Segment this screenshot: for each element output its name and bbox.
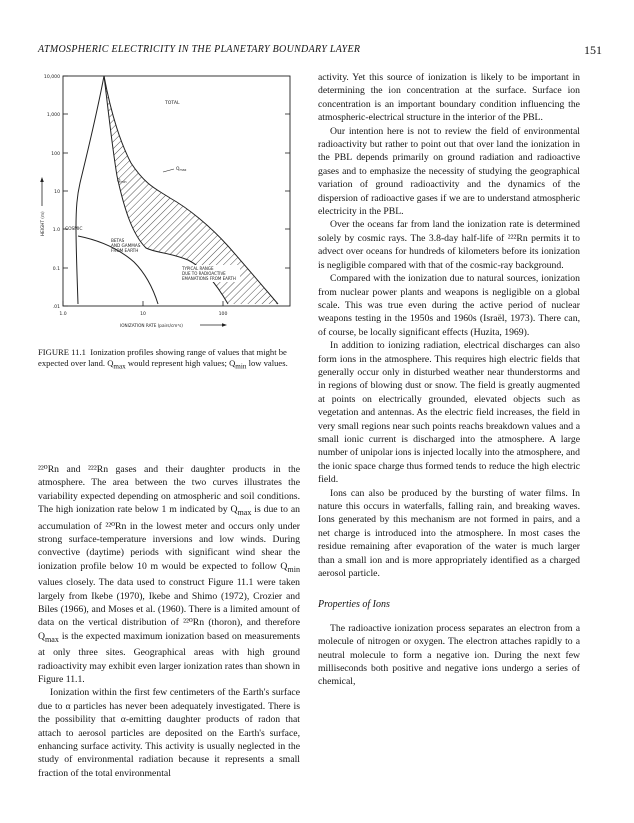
svg-text:DUE TO RADIOACTIVE: DUE TO RADIOACTIVE xyxy=(182,271,226,276)
x-axis-label: IONIZATION RATE (pairs/cm³s) xyxy=(120,323,183,328)
paragraph: Our intention here is not to review the field of environmental radioactivity but rather to point out that over land the ionization in the PBL depends primarily on ground radiation and radioactive gases and to emphasize the necessity of studying the geographical variation of ground radioactivity and the dynamics of the dispersion of radioactive gases if we are to understand atmospheric electricity in the PBL. xyxy=(318,125,580,218)
running-title: ATMOSPHERIC ELECTRICITY IN THE PLANETARY BOUNDARY LAYER xyxy=(38,44,361,55)
paragraph: Over the oceans far from land the ionization rate is determined solely by cosmic rays. The 3.8-day half-life of ²²²Rn permits it to advect over oceans for hundreds of kilometers before its ionization is negligible compared with that of the cosmic-ray background. xyxy=(318,219,580,271)
figure-label: FIGURE 11.1 xyxy=(38,347,86,357)
running-header xyxy=(38,44,602,58)
label-betas xyxy=(111,238,141,253)
paragraph: Ions can also be produced by the bursting of water films. In nature this occurs in waterfalls, falling rain, and breaking waves. Ions generated by this mechanism are not formed in pairs, and a net charge is introduced into the atmosphere. In most cases the residue remaining after evaporation of the water is much larger than a small ion and is more appropriately identified as a charged aerosol particle. xyxy=(318,487,580,580)
cosmic-curve xyxy=(76,76,104,304)
x-tick-label: 1.0 xyxy=(59,312,67,317)
svg-text:FROM EARTH: FROM EARTH xyxy=(111,248,139,253)
section-heading: Properties of Ions xyxy=(318,599,390,611)
right-column xyxy=(318,71,580,689)
svg-text:Qmax: $Q_{max}$ xyxy=(176,167,187,172)
y-tick-label: 1.0 xyxy=(52,228,60,233)
x-axis-arrowhead xyxy=(222,323,227,327)
y-axis-label: HEIGHT (m) xyxy=(40,211,45,236)
y-tick-label: 0.1 xyxy=(52,267,60,272)
y-tick-label: 1,000 xyxy=(46,113,60,118)
svg-text:TYPICAL RANGE: TYPICAL RANGE xyxy=(182,266,214,271)
svg-text:EMANATIONS FROM EARTH: EMANATIONS FROM EARTH xyxy=(182,276,236,281)
y-tick-label: 10,000 xyxy=(43,75,60,80)
svg-text:AND GAMMAS: AND GAMMAS xyxy=(111,243,141,248)
paragraph: activity. Yet this source of ionization is likely to be important in determining the ion concentration at the surface. Surface ion concentration is an important boundary condition influencing the atmospheric-electrical structure in the interior of the PBL. xyxy=(318,72,580,124)
x-tick-labels xyxy=(59,311,227,317)
paragraph: Compared with the ionization due to natural sources, ionization from nuclear power plants and weapons is negligible on a global scale. This was true even during the active period of nuclear weapons testing in the 1950s and 1960s (Israël, 1973). There can, of course, be locally significant effects (Huzita, 1969). xyxy=(318,273,580,338)
x-tick-label: 10 xyxy=(140,312,146,317)
svg-text:Qmin: $Q_{min}$ xyxy=(117,179,127,184)
y-tick-labels xyxy=(44,74,60,310)
label-qmax xyxy=(163,166,187,172)
figure-caption: FIGURE 11.1 Ionization profiles showing range of values that might be expected over land. $Q_{max}$ would represent high values; $Q_{min}$ low values. xyxy=(38,347,288,372)
y-tick-label: .01 xyxy=(52,305,60,310)
paragraph: Ionization within the first few centimeters of the Earth's surface due to α particles has never been adequately investigated. There is the possibility that α-emitting daughter products of radon that attach to aerosol particles are deposited on the Earth's surface, enhancing surface activity. This activity is usually neglected in the study of environmental radiation because it represents a small fraction of the total environmental xyxy=(38,687,300,779)
y-tick-label: 10 xyxy=(54,190,60,195)
label-cosmic: COSMIC xyxy=(65,227,83,232)
paragraph: The radioactive ionization process separates an electron from a molecule of nitrogen or oxygen. The electron attaches rapidly to a neutral molecule to form a negative ion. During the next few milliseconds both positive and negative ions undergo a series of chemical, xyxy=(318,622,580,688)
page-number: 151 xyxy=(584,43,602,57)
paragraph: ²²⁰Rn and ²²²Rn gases and their daughter products in the atmosphere. The area between the two curves illustrates the variability expected depending on atmospheric and soil conditions. The high ionization rate below 1 m indicated by $Q_{max}$ is due to an accumulation of ²²⁰Rn in the lowest meter and occurs only under strong surface-temperature inversions and low winds. During convective (daytime) periods with significant wind shear the ionization profile below 10 m would be expected to follow $Q_{min}$ values closely. The data used to construct Figure 11.1 were taken largely from Ikebe (1970), Ikebe and Shimo (1972), Crozier and Biles (1966), and Moses et al. (1960). There is a limited amount of data on the vertical distribution of ²²⁰Rn (thoron), and therefore $Q_{max}$ is the expected maximum ionization based on measurements at only three sites. Geographical areas with high ground radioactivity may exhibit even larger ionization rates than shown in Figure 11.1. xyxy=(38,464,300,685)
label-total: TOTAL xyxy=(165,101,180,106)
paragraph: In addition to ionizing radiation, electrical discharges can also form ions in the atmosphere. This requires high electric fields that generally occur only in disturbed weather near thunderstorms and in regions of blowing dust or snow. The field is greatly augmented at points on electrically grounded, elevated objects such as vegetation and antennas. As the electric field increases, the field in very small regions near such points reachs breakdown values and a small ionic current is discharged into the atmosphere. A large number of unipolar ions is injected locally into the atmosphere, and the ionic space charge thus formed tends to reduce the high electric field. xyxy=(318,340,580,486)
y-tick-label: 100 xyxy=(51,152,60,157)
x-tick-label: 100 xyxy=(218,312,228,317)
y-axis-arrowhead xyxy=(40,177,44,182)
svg-text:BETAS: BETAS xyxy=(111,238,125,243)
figure-11-1 xyxy=(38,68,300,336)
x-axis xyxy=(63,301,223,306)
label-typical-range xyxy=(178,265,240,282)
left-column xyxy=(38,463,300,780)
